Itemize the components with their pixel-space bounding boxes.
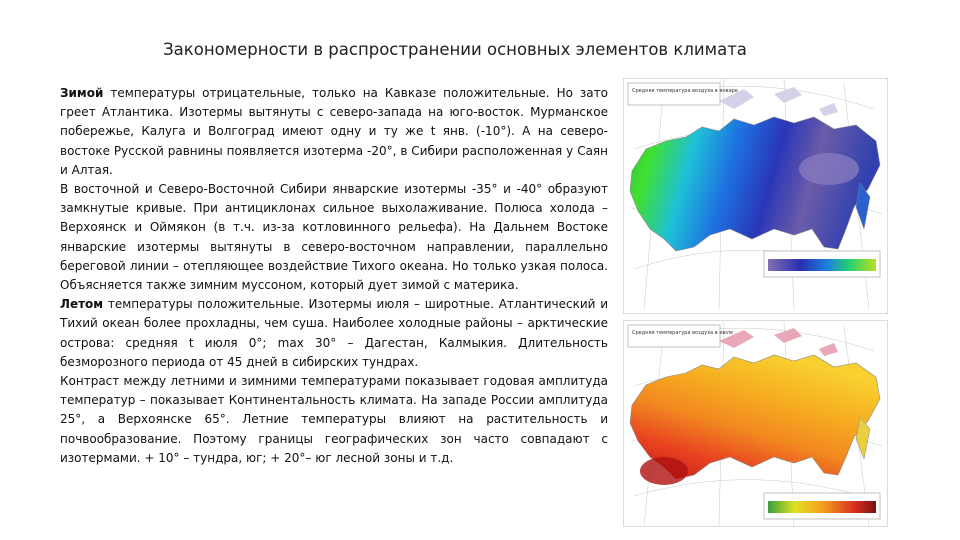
slide-title: Закономерности в распространении основных элементов климата [163,40,747,59]
january-map-graphic [624,79,887,313]
paragraph-winter [60,84,608,180]
july-map-graphic [624,321,887,526]
paragraph-lead-winter: Зимой [60,86,104,100]
january-map-legend-box [628,83,720,105]
july-map-legend-box [628,325,720,347]
july-map-islands [719,328,838,356]
january-temperature-map [623,78,888,314]
july-map-legend-title: Средняя температура воздуха в июле [632,330,734,336]
july-map-hot-zone [640,457,688,485]
paragraph-lead-summer: Летом [60,297,104,312]
paragraph-amplitude [60,372,608,468]
slide-body [60,84,608,468]
paragraph-summer [60,295,608,372]
july-temperature-map [623,320,888,527]
january-map-scale [768,259,876,271]
paragraph-text-siberia: В восточной и Северо-Восточной Сибири январские изотермы -35° и -40° образуют замкнутые кривые. При антициклонах сильное выхолаживание. Полюса холода – Верхоянск и Оймякон (в т.ч. из-за котловинного рельефа). На Дальнем Востоке январские изотермы вытянуты в северо-восточном направлении, параллельно береговой линии – отепляющее воздействие Тихого океана. Но только узкая полоса. Объясняется также зимним муссоном, который дует зимой с материка. [60,182,608,293]
paragraph-text-summer: температуры положительные. Изотермы июля – широтные. Атлантический и Тихий океан более прохладны, чем суша. Наиболее холодные районы – арктические острова: средняя t июля 0°; max 30° – Дагестан, Калмыкия. Длительность безморозного периода от 45 дней в сибирских тундрах. [60,297,608,369]
january-map-legend-title: Средняя температура воздуха в январе [632,88,738,94]
january-map-territory [630,117,880,251]
january-map-cold-pole [799,153,859,185]
paragraph-siberia [60,180,608,295]
paragraph-text-amplitude: Контраст между летними и зимними температурами показывает годовая амплитуда температур – показывает Континентальность климата. На западе России амплитуда 25°, а Верхоянске 65°. Летние температуры влияют на растительность и почвообразование. Поэтому границы географических зон часто совпадают с изотермами. + 10° – тундра, юг; + 20°– юг лесной зоны и т.д. [60,374,608,465]
july-map-scale [768,501,876,513]
paragraph-text-winter: температуры отрицательные, только на Кавказе положительные. Но зато греет Атлантика. Изотермы вытянуты с северо-запада на юго-восток. Мурманское побережье, Калуга и Волгоград имеют одну и ту же t янв. (-10°). А на северо-востоке Русской равнины появляется изотерма -20°, в Сибири расположенная у Саян и Алтая. [60,86,608,177]
